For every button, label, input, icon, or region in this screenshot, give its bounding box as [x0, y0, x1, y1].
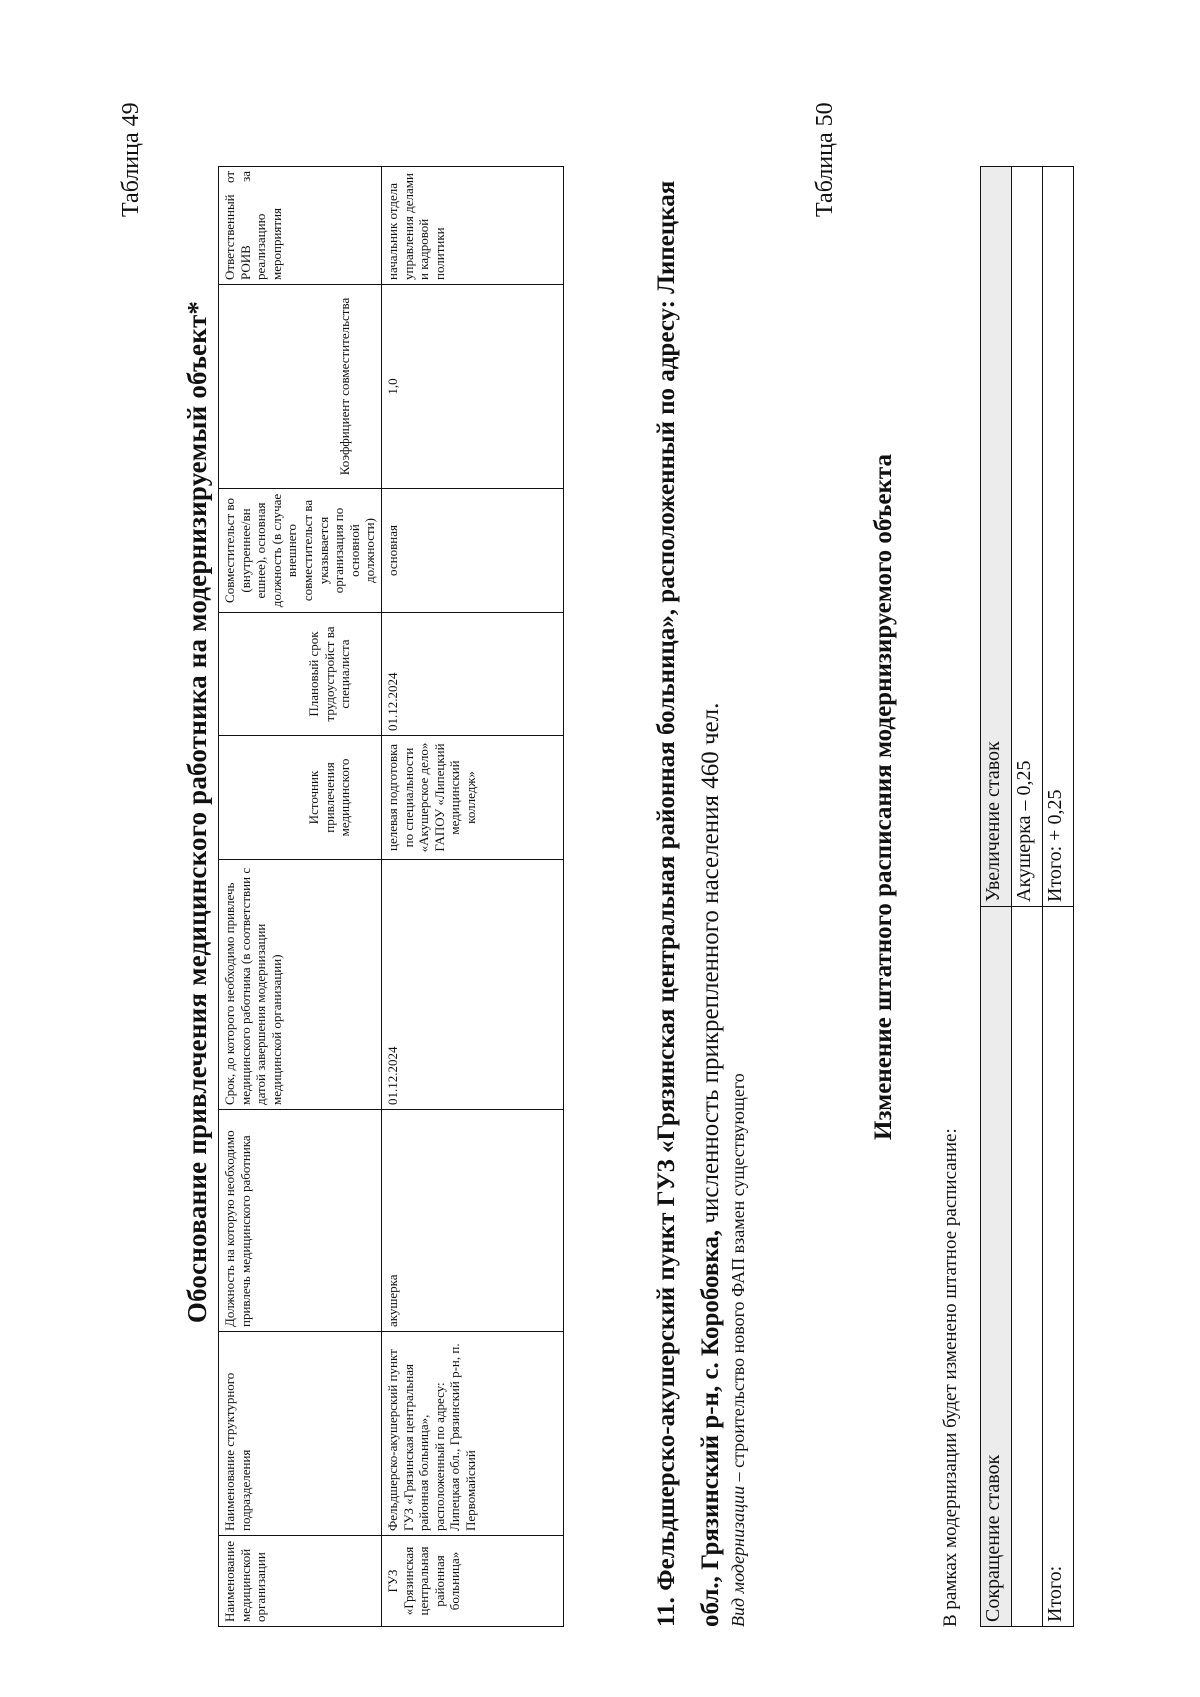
- table-header-row: [219, 167, 382, 1627]
- table-49-label: Таблица 49: [118, 102, 144, 217]
- header-cell: Коэффициент совместительства: [219, 285, 382, 489]
- table-cell: Увеличение ставок: [981, 167, 1012, 907]
- table-cell: акушерка: [381, 1110, 563, 1332]
- table-row: [1012, 167, 1043, 1627]
- table-cell: Сокращение ставок: [981, 907, 1012, 1627]
- header-cell: Срок, до которого необходимо привлечь медицинского работника (в соответствии с датой завершения модернизации медицинской организации): [219, 860, 382, 1110]
- table-50-intro: В рамках модернизации будет изменено штатное расписание:: [940, 1128, 961, 1627]
- table-cell: целевая подготовка по специальности «Акушерское дело» ГАПОУ «Липецкий медицинский колледж»: [381, 736, 563, 860]
- table-49: [218, 166, 564, 1627]
- table-50-title: Изменение штатного расписания модернизируемого объекта: [870, 454, 897, 1140]
- table-row: [981, 167, 1012, 1627]
- table-50-label: Таблица 50: [812, 102, 838, 217]
- table-cell: Акушерка – 0,25: [1012, 167, 1043, 907]
- table-cell: 01.12.2024: [381, 860, 563, 1110]
- table-cell: 01.12.2024: [381, 613, 563, 736]
- table-cell: ГУЗ «Грязинская центральная районная больница»: [381, 1536, 563, 1627]
- header-cell: Совместительст во (внутреннее/вн ешнее), основная должность (в случае внешнего совместительст ва указывается организация по основной должности): [219, 489, 382, 613]
- header-cell: Наименование медицинской организации: [219, 1536, 382, 1627]
- table-cell: Фельдшерско-акушерский пункт ГУЗ «Грязинская центральная районная больница», расположенный по адресу: Липецкая обл., Грязинский р-н, п. Первомайский: [381, 1332, 563, 1536]
- modernization-type: [728, 1073, 749, 1627]
- header-cell: Источник привлечения медицинского: [219, 736, 382, 860]
- table-row: [1043, 167, 1074, 1627]
- header-cell: Наименование структурного подразделения: [219, 1332, 382, 1536]
- header-cell: Должность на которую необходимо привлечь медицинского работника: [219, 1110, 382, 1332]
- table-row: [381, 167, 563, 1627]
- table-cell: основная: [381, 489, 563, 613]
- section-11-heading-bold: 11. Фельдшерско-акушерский пункт ГУЗ «Грязинская центральная районная больница», расположенный по адресу: Липецкая обл., Грязинский р-н, с. Коробовка,: [653, 180, 724, 1627]
- table-cell: Итого: + 0,25: [1043, 167, 1074, 907]
- modernization-type-label: Вид модернизации: [728, 1485, 748, 1627]
- modernization-type-text: – строительство нового ФАП взамен существующего: [728, 1073, 748, 1486]
- header-cell: Ответственный от РОИВ за реализацию мероприятия: [219, 167, 382, 285]
- table-cell: [1012, 907, 1043, 1627]
- header-cell: Плановый срок трудоустройст ва специалиста: [219, 613, 382, 736]
- section-11-heading: [645, 167, 733, 1627]
- table-50: [980, 166, 1074, 1627]
- table-cell: 1,0: [381, 285, 563, 489]
- table-cell: Итого:: [1043, 907, 1074, 1627]
- table-cell: начальник отдела управления делами и кадровой политики: [381, 167, 563, 285]
- section-11-heading-rest: численность прикрепленного населения 460 чел.: [697, 702, 724, 1230]
- table-49-title: Обоснование привлечения медицинского работника на модернизируемый объект*: [182, 300, 212, 1324]
